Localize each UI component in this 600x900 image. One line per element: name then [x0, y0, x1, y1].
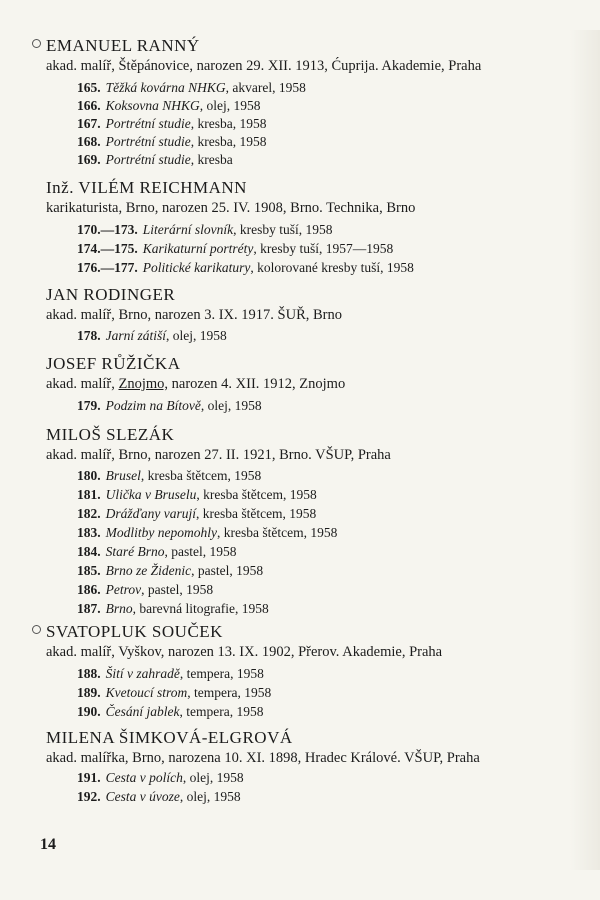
artist-bio: akad. malíř, Brno, narozen 27. II. 1921, Brno. VŠUP, Praha: [46, 447, 391, 463]
work-number: 192.: [77, 789, 101, 804]
work-number: 183.: [77, 525, 101, 540]
work-details: , kresba štětcem, 1958: [195, 506, 317, 521]
work-item: [77, 789, 241, 805]
artist-bio-before: akad. malíř,: [46, 376, 119, 392]
work-details: , tempera, 1958: [187, 685, 272, 700]
work-number: 188.: [77, 666, 101, 681]
work-number: 167.: [77, 116, 101, 131]
work-details: , olej, 1958: [166, 328, 227, 343]
work-number: 181.: [77, 487, 101, 502]
work-item: [77, 116, 266, 132]
work-details: , kresby tuší, 1958: [233, 222, 333, 237]
work-details: , olej, 1958: [182, 770, 244, 785]
work-details: , olej, 1958: [200, 398, 262, 413]
work-item: [77, 241, 393, 257]
work-number: 187.: [77, 601, 101, 616]
work-details: , tempera, 1958: [179, 704, 264, 719]
work-details: , pastel, 1958: [191, 563, 264, 578]
artist-name-text: JOSEF RŮŽIČKA: [46, 354, 181, 373]
work-title: Ulička v Bruselu: [105, 487, 197, 502]
artist-name-text: Inž. VILÉM REICHMANN: [46, 178, 247, 197]
work-item: [77, 98, 261, 114]
work-details: , kresba štětcem, 1958: [196, 487, 317, 502]
artist-bio: akad. malíř, Brno, narozen 3. IX. 1917. ŠUŘ, Brno: [46, 307, 342, 323]
artist-name-text: MILOŠ SLEZÁK: [46, 425, 175, 444]
work-number: 190.: [77, 704, 101, 719]
work-item: [77, 468, 261, 484]
work-item: [77, 328, 227, 344]
work-details: , pastel, 1958: [141, 582, 214, 597]
artist-bio: akad. malířka, Brno, narozena 10. XI. 1898, Hradec Králové. VŠUP, Praha: [46, 750, 480, 766]
work-title: Portrétní studie: [105, 116, 191, 131]
work-details: , olej, 1958: [199, 98, 261, 113]
artist-bio: karikaturista, Brno, narozen 25. IV. 1908, Brno. Technika, Brno: [46, 200, 416, 216]
work-item: [77, 525, 337, 541]
work-number: 178.: [77, 328, 101, 343]
work-title: Modlitby nepomohly: [105, 525, 217, 540]
work-title: Karikaturní portréty: [142, 241, 254, 256]
work-item: [77, 544, 237, 560]
work-number: 180.: [77, 468, 101, 483]
work-details: , kresba: [190, 152, 233, 167]
work-item: [77, 260, 414, 276]
artist-name: [46, 622, 223, 642]
work-title: Staré Brno: [105, 544, 165, 559]
artist-bio-after: narozen 4. XII. 1912, Znojmo: [168, 376, 346, 392]
work-number: 169.: [77, 152, 101, 167]
work-item: [77, 152, 233, 168]
artist-name: [46, 425, 174, 445]
work-item: [77, 506, 316, 522]
work-number: 191.: [77, 770, 101, 785]
work-item: [77, 601, 269, 617]
work-number: 166.: [77, 98, 101, 113]
work-title: Koksovna NHKG: [105, 98, 200, 113]
work-title: Drážďany varují: [105, 506, 196, 521]
artist-name-text: JAN RODINGER: [46, 285, 176, 304]
work-title: Portrétní studie: [105, 134, 191, 149]
work-number: 182.: [77, 506, 101, 521]
work-number: 185.: [77, 563, 101, 578]
work-number: 174.—175.: [77, 241, 138, 256]
page-number: 14: [40, 836, 56, 853]
work-item: [77, 487, 317, 503]
work-item: [77, 134, 266, 150]
work-title: Brno: [105, 601, 133, 616]
work-details: , akvarel, 1958: [225, 80, 306, 95]
work-item: [77, 398, 262, 414]
artist-name-text: MILENA ŠIMKOVÁ-ELGROVÁ: [46, 728, 293, 747]
circle-marker-icon: [32, 625, 41, 634]
work-details: , olej, 1958: [179, 789, 241, 804]
artist-bio: akad. malíř, Štěpánovice, narozen 29. XII. 1913, Ćuprija. Akademie, Praha: [46, 58, 482, 74]
work-number: 186.: [77, 582, 101, 597]
work-item: [77, 666, 264, 682]
work-details: , kresby tuší, 1957—1958: [253, 241, 394, 256]
work-item: [77, 685, 271, 701]
facing-page-edge: [570, 30, 600, 870]
work-title: Cesta v polích: [105, 770, 183, 785]
work-number: 184.: [77, 544, 101, 559]
artist-name: [46, 178, 247, 198]
work-title: Cesta v úvoze: [105, 789, 180, 804]
work-title: Literární slovník: [142, 222, 234, 237]
work-details: , kresba štětcem, 1958: [216, 525, 338, 540]
work-details: , kresba, 1958: [190, 116, 267, 131]
work-item: [77, 770, 244, 786]
work-number: 179.: [77, 398, 101, 413]
artist-bio: akad. malíř, Vyškov, narozen 13. IX. 1902, Přerov. Akademie, Praha: [46, 644, 443, 660]
work-details: , kolorované kresby tuší, 1958: [250, 260, 414, 275]
artist-name: [46, 728, 293, 748]
work-number: 168.: [77, 134, 101, 149]
artist-bio-underlined: Znojmo,: [118, 376, 169, 392]
artist-name: [46, 36, 200, 56]
work-title: Česání jablek: [105, 704, 180, 719]
work-item: [77, 222, 333, 238]
work-title: Politické karikatury: [142, 260, 251, 275]
work-details: , pastel, 1958: [164, 544, 237, 559]
work-item: [77, 563, 263, 579]
work-title: Kvetoucí strom: [105, 685, 188, 700]
work-title: Portrétní studie: [105, 152, 191, 167]
work-title: Jarní zátiší: [105, 328, 167, 343]
artist-name-text: EMANUEL RANNÝ: [46, 36, 200, 55]
work-details: , kresba štětcem, 1958: [140, 468, 262, 483]
artist-name-text: SVATOPLUK SOUČEK: [46, 622, 223, 641]
artist-bio: [46, 375, 345, 393]
work-number: 165.: [77, 80, 101, 95]
work-title: Brusel: [105, 468, 141, 483]
work-details: , kresba, 1958: [190, 134, 267, 149]
work-number: 170.—173.: [77, 222, 138, 237]
work-number: 176.—177.: [77, 260, 138, 275]
work-number: 189.: [77, 685, 101, 700]
work-title: Podzim na Bítově: [105, 398, 201, 413]
work-details: , barevná litografie, 1958: [132, 601, 269, 616]
work-details: , tempera, 1958: [179, 666, 264, 681]
circle-marker-icon: [32, 39, 41, 48]
work-title: Petrov: [105, 582, 142, 597]
work-item: [77, 582, 213, 598]
work-title: Těžká kovárna NHKG: [105, 80, 226, 95]
work-title: Šití v zahradě: [105, 666, 180, 681]
work-title: Brno ze Židenic: [105, 563, 192, 578]
work-item: [77, 704, 263, 720]
work-item: [77, 80, 306, 96]
artist-name: [46, 285, 175, 305]
artist-name: [46, 354, 181, 374]
